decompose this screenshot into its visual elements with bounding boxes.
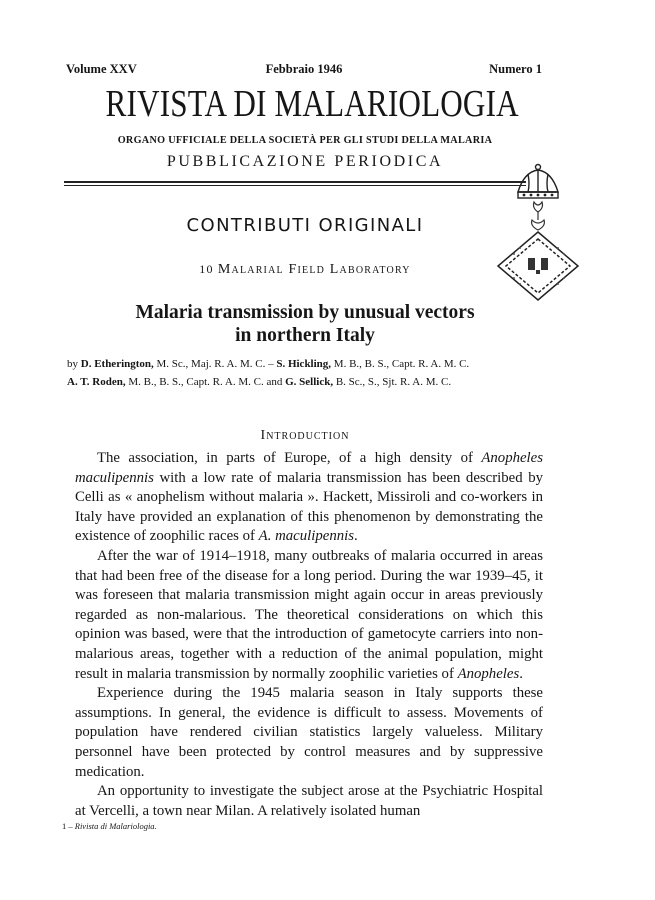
periodical-line: PUBBLICAZIONE PERIODICA xyxy=(166,153,444,170)
footnote xyxy=(62,821,157,831)
body-paragraph xyxy=(75,449,543,547)
article-title-line-2: in northern Italy xyxy=(235,325,375,346)
author-name: A. T. Roden, xyxy=(67,376,126,388)
author-name: S. Hickling, xyxy=(276,358,332,370)
footnote-journal: Rivista di Malariologia. xyxy=(74,821,157,831)
genus-name: Anopheles xyxy=(457,665,520,682)
society-emblem-icon xyxy=(484,162,592,302)
paragraph-text: After the war of 1914–1918, many outbreaks of malaria occurred in areas that had been free of the disease for a long period. During the war 1939–45, it was foreseen that malaria transmission might again occur in areas previously regarded as non-malarious. The theoretical considerations on which this opinion was based, were that the introduction of gametocyte carriers into non-malarious areas, together with a reduction of the animal population, might result in malaria transmission by normally zoophilic varieties of xyxy=(75,547,543,682)
species-name: A. maculipennis xyxy=(258,528,354,545)
author-name: G. Sellick, xyxy=(285,376,334,388)
article-title xyxy=(80,301,530,347)
paragraph-text: . xyxy=(519,665,523,682)
issue-date: Febbraio 1946 xyxy=(265,62,343,76)
introduction-heading: Introduction xyxy=(260,428,350,443)
paragraph-text: . xyxy=(354,528,358,545)
journal-organ-line: ORGANO UFFICIALE DELLA SOCIETÀ PER GLI STUDI DELLA MALARIA xyxy=(117,135,493,146)
author-details: B. Sc., S., Sjt. R. A. M. C. xyxy=(335,376,452,388)
byline-by: by xyxy=(67,358,78,370)
section-heading: CONTRIBUTI ORIGINALI xyxy=(186,215,424,236)
masthead-rule-bottom xyxy=(64,185,526,186)
byline-line-1 xyxy=(67,358,547,370)
laboratory-name: Malarial Field Laboratory xyxy=(217,262,411,277)
masthead-rule-top xyxy=(64,181,526,183)
author-details: M. B., B. S., Capt. R. A. M. C. xyxy=(333,358,470,370)
author-details: M. Sc., Maj. R. A. M. C. – xyxy=(156,358,274,370)
laboratory-number: 10 xyxy=(199,262,214,276)
species-name: Anopheles maculipennis xyxy=(75,450,543,486)
paragraph-text: with a low rate of malaria transmission has been described by Celli as « anophelism without malaria ». Hackett, Missiroli and co-workers in Italy have provided an explanation of this phenomenon by demonstrating the existence of zoophilic races of xyxy=(75,469,543,545)
body-paragraph: Experience during the 1945 malaria season in Italy supports these assumptions. In general, the evidence is difficult to assess. Movements of population have rendered civilian statistics largely valueless. Military personnel have been protected by control measures and by suppressive medication. xyxy=(75,685,543,780)
masthead-row xyxy=(66,62,542,78)
author-details: M. B., B. S., Capt. R. A. M. C. and xyxy=(128,376,283,388)
issue-number: Numero 1 xyxy=(489,62,542,76)
body-paragraph: An opportunity to investigate the subject arose at the Psychiatric Hospital at Vercelli, a town near Milan. A relatively isolated human xyxy=(75,783,543,819)
paragraph-text: The association, in parts of Europe, of a high density of xyxy=(97,450,482,466)
byline-line-2 xyxy=(67,376,547,388)
author-name: D. Etherington, xyxy=(80,358,154,370)
article-title-line-1: Malaria transmission by unusual vectors xyxy=(135,302,475,323)
footnote-number: 1 – xyxy=(62,821,73,831)
article-body xyxy=(75,449,543,821)
journal-title: RIVISTA DI MALARIOLOGIA xyxy=(105,83,519,125)
body-paragraph xyxy=(75,547,543,684)
laboratory-line xyxy=(140,262,470,278)
volume-label: Volume XXV xyxy=(66,62,137,76)
